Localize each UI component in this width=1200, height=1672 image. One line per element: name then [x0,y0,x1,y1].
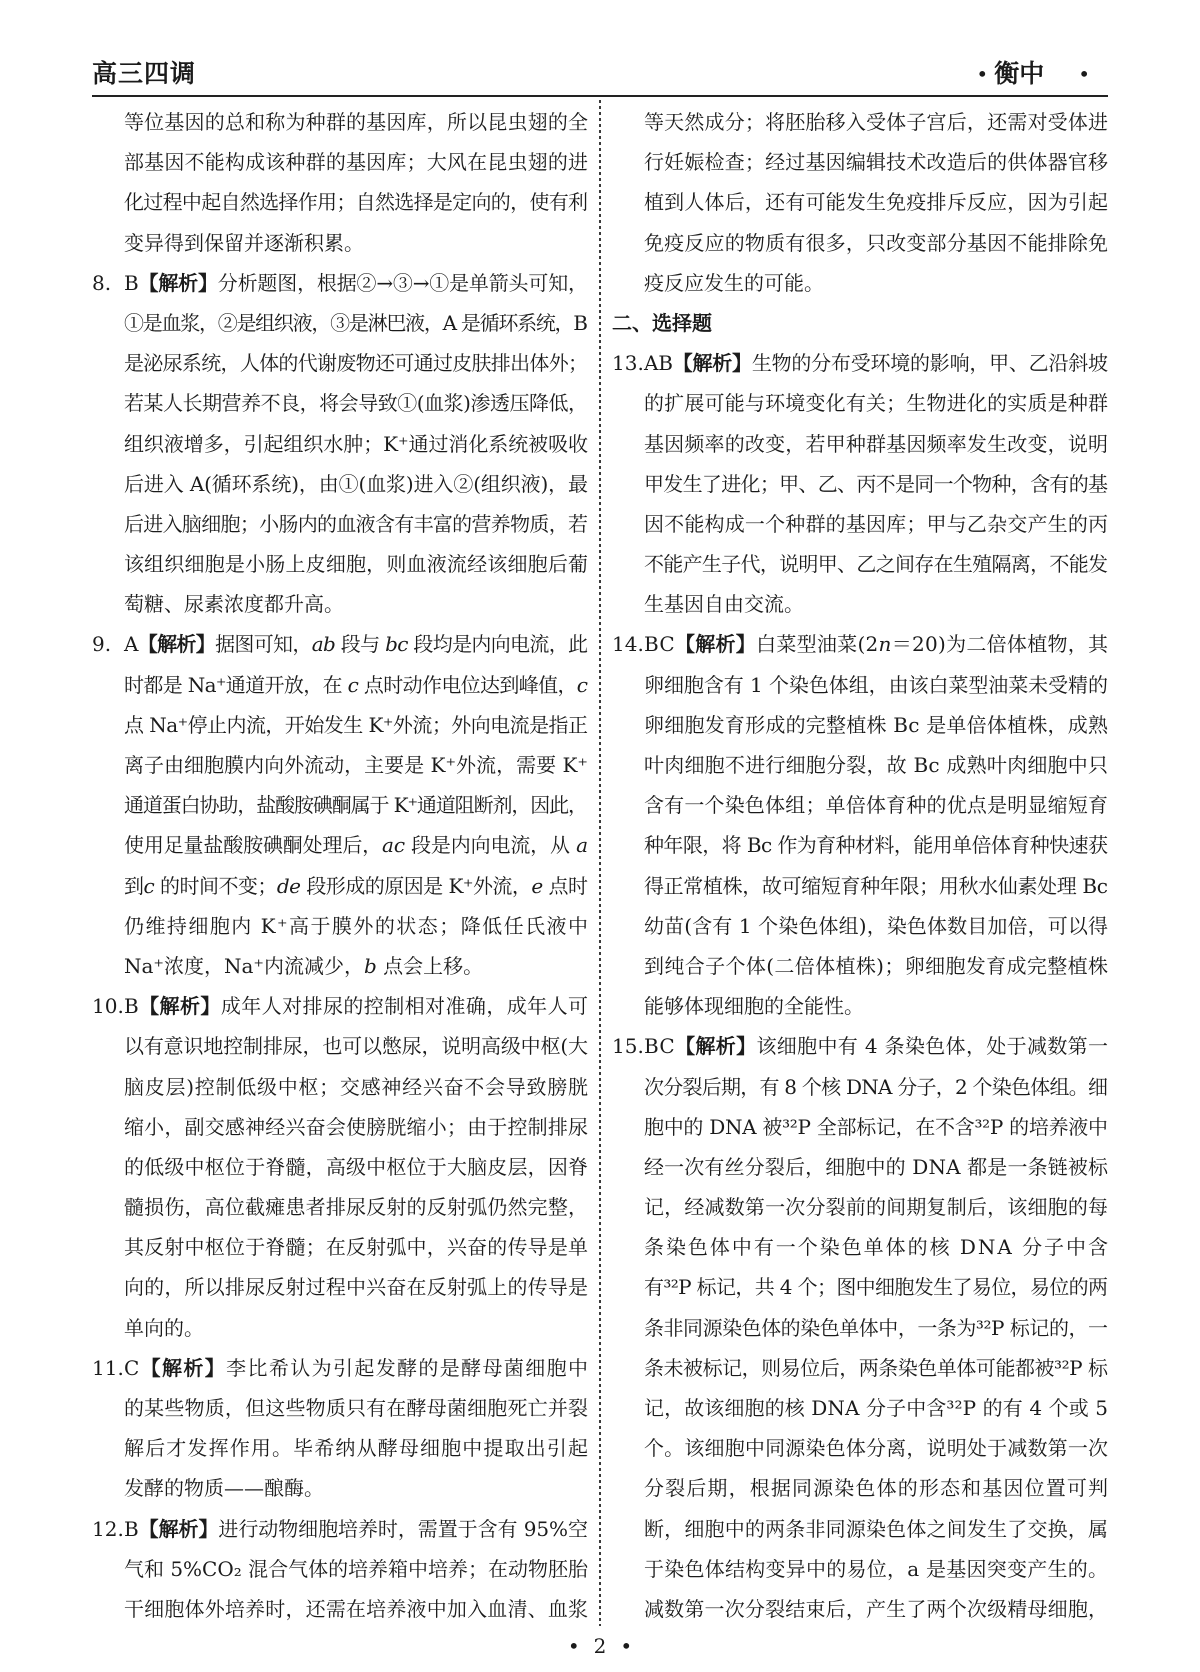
text-line-content [124,432,588,456]
text-segment: 其反射中枢位于脊髓；在反射弧中，兴奋的传导是单 [124,1235,589,1260]
text-line [124,665,588,705]
italic-variable: c [347,672,359,697]
text-line-content [124,833,588,857]
text-line-content [644,1075,1107,1099]
italic-variable: c [143,873,155,898]
text-line [644,383,1108,423]
text-segment: 能够体现细胞的全能性。 [644,994,864,1019]
text-segment: 甲发生了进化；甲、乙、丙不是同一个物种，含有的基 [644,471,1108,496]
text-line-content [124,994,588,1018]
text-line [124,1227,588,1267]
text-line [124,785,588,825]
text-line-content [644,753,1108,777]
text-segment: 叶肉细胞不进行细胞分裂，故 Bc 成熟叶肉细胞中只 [644,753,1109,777]
text-line-content [644,1476,1109,1500]
text-line [124,263,588,303]
text-segment: 气和 5%CO₂ 混合气体的培养箱中培养；在动物胚胎 [124,1556,588,1581]
text-line-content [644,1356,1108,1380]
answer-item [612,1026,1108,1629]
text-line [644,1468,1108,1508]
italic-variable: e [531,873,543,898]
text-line-content [124,1075,589,1099]
text-segment: 化过程中起自然选择作用；自然选择是定向的，使有利 [124,190,588,215]
footer-bullet-right: • [620,1634,633,1658]
text-line [124,1107,588,1147]
text-line [644,142,1108,182]
text-line [644,986,1108,1026]
text-line [124,1187,588,1227]
text-line [644,705,1108,745]
text-line [644,263,1108,303]
text-line [644,182,1108,222]
text-line-content [124,1476,324,1500]
text-line-content [124,753,588,777]
text-segment: 到 [124,873,144,898]
text-segment: 幼苗(含有 1 个染色体组)，染色体数目加倍，可以得 [644,913,1109,938]
text-segment: 该细胞中有 4 条染色体，处于减数第一 [756,1034,1109,1059]
text-segment: 单向的。 [124,1315,204,1340]
analysis-label: 【解析】 [137,632,216,657]
text-segment: 李比希认为引起发酵的是酵母菌细胞中 [226,1355,590,1380]
text-line-content [124,914,589,938]
text-segment: 生物的分布受环境的影响，甲、乙沿斜坡 [751,351,1108,376]
text-line [124,343,588,383]
text-segment: 离子由细胞膜内向外流动，主要是 K⁺外流，需要 K⁺ [124,753,589,777]
text-segment: 若某人长期营养不良，将会导致①(血浆)渗透压降低， [124,391,588,416]
text-line-content [644,110,1108,134]
analysis-label: 【解析】 [138,1516,219,1541]
text-line [124,1147,588,1187]
text-line [124,1067,588,1107]
text-line [644,1107,1108,1147]
text-segment: 以有意识地控制排尿，也可以憋尿，说明高级中枢(大 [124,1034,588,1059]
header-title: 高三四调 [92,59,197,88]
text-line-content [124,271,588,295]
italic-variable: ab [311,632,336,657]
text-line-content [124,351,587,375]
text-segment: 个。该细胞中同源染色体分离，说明处于减数第一次 [644,1436,1109,1461]
text-line [124,1509,588,1549]
answer-item [612,624,1108,1026]
text-segment: 到纯合子个体(二倍体植株)；卵细胞发育成完整植株 [644,953,1109,978]
text-line-content [124,391,588,415]
text-segment: 时都是 Na⁺通道开放，在 [124,672,348,697]
text-line-content [124,954,483,978]
text-line [124,1348,588,1388]
answer-item [92,1348,588,1509]
text-line-content [644,1155,1108,1179]
answer-choice: A [124,632,138,657]
text-line [124,182,588,222]
text-segment: 点会上移。 [376,953,484,978]
text-line-content [644,472,1107,496]
text-line-content [124,1275,588,1299]
header-bullet-left: • [976,62,989,86]
text-line-content [644,793,1108,817]
text-segment: 通道蛋白协助，盐酸胺碘酮属于 K⁺通道阻断剂，因此， [124,793,587,818]
text-segment: 向的，所以排尿反射过程中兴奋在反射弧上的传导是 [124,1275,589,1300]
text-segment: 点时动作电位达到峰值， [358,672,577,697]
text-segment: 记，经减数第一次分裂前的间期复制后，该细胞的每 [644,1195,1109,1220]
answer-choice: BC [644,632,675,657]
text-line [644,1227,1108,1267]
header-rule [92,95,1108,97]
text-line-content [124,713,587,737]
text-segment: 点时 [542,873,588,898]
text-segment: 的某些物质，但这些物质只有在酵母菌细胞死亡并裂 [124,1396,589,1420]
text-line-content [644,150,1108,174]
text-line [644,464,1108,504]
text-line [124,1468,588,1508]
text-line [644,1428,1108,1468]
text-segment: 进行动物细胞培养时，需置于含有 95%空 [218,1516,588,1541]
text-line [644,102,1108,142]
text-line [124,1589,588,1629]
text-line-content [124,793,587,817]
text-segment: 生基因自由交流。 [644,592,804,617]
text-segment: 是泌尿系统，人体的代谢废物还可通过皮肤排出体外； [124,351,588,376]
text-segment: ①是血浆，②是组织液，③是淋巴液，A 是循环系统，B [124,310,587,335]
answer-item [92,624,588,986]
item-number: 14. [612,632,644,657]
text-line [124,1428,588,1468]
item-number: 12. [92,1516,124,1541]
text-line-content [644,190,1108,214]
text-line [644,223,1108,263]
text-line-content [124,150,588,174]
italic-variable: n [878,632,892,657]
text-segment: 等天然成分；将胚胎移入受体子宫后，还需对受体进 [644,110,1109,134]
italic-variable: de [276,873,301,898]
text-line-content [644,632,1108,656]
text-segment: 因不能构成一个种群的基因库；甲与乙杂交产生的丙 [644,511,1109,536]
text-segment: 后进入脑细胞；小肠内的血液含有丰富的营养物质，若 [124,511,588,536]
text-line-content [644,1597,1108,1621]
text-line-content [124,1356,589,1380]
analysis-label: 【解析】 [139,994,221,1019]
analysis-label: 【解析】 [675,1034,757,1059]
text-line-content [644,1396,1108,1420]
page-footer [0,1632,1200,1660]
italic-variable: bc [385,632,408,657]
answer-choice: AB [644,351,673,376]
text-line-content [644,231,1108,255]
text-segment: 分裂后期，根据同源染色体的形态和基因位置可判 [644,1476,1110,1501]
text-segment: 白菜型油菜(2 [756,632,879,657]
text-segment: ＝20)为二倍体植物，其 [891,632,1109,657]
text-line-content [124,1557,588,1581]
italic-variable: b [363,953,377,978]
text-line-content [124,1597,588,1621]
continuation-block [92,102,588,263]
analysis-label: 【解析】 [674,632,757,657]
text-line [644,825,1108,865]
text-line [124,745,588,785]
answer-choice: B [124,1516,139,1541]
text-line-content [124,1195,588,1219]
text-segment: 解后才发挥作用。毕希纳从酵母细胞中提取出引起 [124,1436,590,1461]
text-segment: 断，细胞中的两条非同源染色体之间发生了交换，属 [644,1516,1109,1541]
text-line [124,424,588,464]
text-line [124,906,588,946]
text-segment: 免疫反应的物质有很多，只改变部分基因不能排除免 [644,230,1109,255]
text-segment: 段与 [335,632,386,657]
text-line [644,1147,1108,1187]
text-segment: 段形成的原因是 K⁺外流， [300,873,532,898]
text-line [124,1026,588,1066]
text-segment: 记，故该细胞的核 DNA 分子中含³²P 的有 4 个或 5 [644,1396,1109,1420]
text-line [644,906,1108,946]
text-segment: 减数第一次分裂结束后，产生了两个次级精母细胞， [644,1596,1109,1621]
text-line-content [644,833,1107,857]
text-line [644,624,1108,664]
text-line [644,785,1108,825]
text-line-content [644,271,824,295]
text-line-content [644,954,1108,978]
text-line-content [124,632,587,656]
item-number: 11. [92,1355,124,1380]
text-segment: 变异得到保留并逐渐积累。 [124,230,364,255]
analysis-label: 【解析】 [138,270,218,295]
answer-item [92,1509,588,1630]
header-bullet-right: • [1078,62,1090,86]
text-line [124,624,588,664]
text-segment: 种年限，将 Bc 作为育种材料，能用单倍体育种快速获 [644,833,1108,858]
text-line [124,584,588,624]
text-segment: 基因频率的改变，若甲种群基因频率发生改变，说明 [644,431,1109,456]
text-line [644,745,1108,785]
text-line [644,544,1108,584]
text-segment: 成年人对排尿的控制相对准确，成年人可 [220,994,589,1019]
text-segment: 条未被标记，则易位后，两条染色单体可能都被³²P 标 [644,1355,1108,1380]
text-line [124,464,588,504]
text-line [644,1589,1108,1629]
text-line-content [644,1275,1107,1299]
text-segment: 不能产生子代，说明甲、乙之间存在生殖隔离，不能发 [644,552,1108,577]
text-segment: 据图可知， [215,632,312,657]
text-line-content [124,1517,588,1541]
text-line-content [644,552,1107,576]
text-line-content [124,552,588,576]
text-line [644,665,1108,705]
text-line-content [644,874,1108,898]
text-segment: 缩小，副交感神经兴奋会使膀胱缩小；由于控制排尿 [124,1114,589,1139]
text-line [124,1308,588,1348]
text-segment: 使用足量盐酸胺碘酮处理后， [124,833,383,858]
item-number: 15. [612,1034,644,1059]
text-line [644,1067,1108,1107]
text-line-content [644,994,864,1018]
header-school-mark [976,58,1090,90]
text-line-content [124,1155,588,1179]
text-line [124,1388,588,1428]
text-line-content [124,512,587,536]
text-line [644,1308,1108,1348]
text-segment: 次分裂后期，有 8 个核 DNA 分子，2 个染色体组。细 [644,1074,1108,1099]
text-segment: 经一次有丝分裂后，细胞中的 DNA 都是一条链被标 [644,1154,1109,1179]
text-line [644,343,1108,383]
text-line-content [644,1235,1110,1259]
text-line-content [644,914,1108,938]
text-line-content [644,713,1108,737]
text-segment: Na⁺浓度，Na⁺内流减少， [124,953,364,978]
text-line-content [124,1115,588,1139]
text-segment: 等位基因的总和称为种群的基因库，所以昆虫翅的全 [124,110,589,134]
text-line-content [124,190,587,214]
text-line [124,102,588,142]
answer-item [612,343,1108,624]
text-segment: 条非同源染色体的染色单体中，一条为³²P 标记的，一 [644,1315,1108,1340]
text-line [124,825,588,865]
text-segment: 含有一个染色体组；单倍体育种的优点是明显缩短育 [644,793,1109,818]
text-line [644,1026,1108,1066]
text-line-content [124,1436,589,1460]
text-segment: 得正常植株，故可缩短育种年限；用秋水仙素处理 Bc [644,873,1108,898]
text-line-content [124,673,587,697]
text-segment: 卵细胞含有 1 个染色体组，由该白菜型油菜未受精的 [644,672,1108,697]
item-number: 9. [92,632,112,657]
text-line-content [124,1396,588,1420]
text-segment: 后进入 A(循环系统)，由①(血浆)进入②(组织液)，最 [124,471,588,496]
text-segment: 胞中的 DNA 被³²P 全部标记，在不含³²P 的培养液中 [644,1114,1108,1139]
text-line [644,1348,1108,1388]
continuation-block [612,102,1108,303]
text-segment: 脑皮层)控制低级中枢；交感神经兴奋不会导致膀胱 [124,1074,589,1099]
text-line-content [124,592,344,616]
text-line-content [124,472,588,496]
item-number: 13. [612,351,644,376]
text-segment: 行妊娠检查；经过基因编辑技术改造后的供体器官移 [644,150,1109,175]
italic-variable: a [576,833,588,858]
italic-variable: ac [382,833,405,858]
text-segment: 该组织细胞是小肠上皮细胞，则血液流经该细胞后葡 [124,552,589,577]
text-line-content [124,874,588,898]
text-line [124,544,588,584]
answer-choice: B [124,994,140,1019]
text-line-content [644,1115,1108,1139]
text-line-content [644,391,1108,415]
text-line [124,705,588,745]
text-line [124,223,588,263]
text-line [124,866,588,906]
section-heading: 二、选择题 [612,310,712,335]
text-line-content [124,1235,588,1259]
answer-choice: C [124,1355,141,1380]
text-line-content [124,311,587,335]
item-number: 8. [92,270,112,295]
text-line [644,1267,1108,1307]
text-line [124,383,588,423]
text-line-content [644,1034,1108,1058]
text-line-content [644,351,1108,375]
text-segment: 干细胞体外培养时，还需在培养液中加入血清、血浆 [124,1596,589,1621]
text-line [644,584,1108,624]
analysis-label: 【解析】 [140,1355,227,1380]
text-line [124,303,588,343]
text-segment: 的扩展可能与环境变化有关；生物进化的实质是种群 [644,391,1109,416]
text-line [644,1549,1108,1589]
text-segment: 部基因不能构成该种群的基因库；大风在昆虫翅的进 [124,150,589,175]
text-segment: 仍维持细胞内 K⁺高于膜外的状态；降低任氏液中 [124,913,590,938]
text-segment: 段均是内向电流，此 [407,632,588,657]
text-segment: 分析题图，根据②→③→①是单箭头可知， [217,270,588,295]
text-line-content [124,110,588,134]
text-line [124,946,588,986]
text-segment: 萄糖、尿素浓度都升高。 [124,592,344,617]
text-segment: 组织液增多，引起组织水肿；K⁺通过消化系统被吸收 [124,431,588,456]
text-segment: 条染色体中有一个染色单体的核 DNA 分子中含 [644,1235,1110,1260]
text-line-content [644,1316,1108,1340]
text-line-content [124,1316,204,1340]
text-line-content [644,1436,1108,1460]
answer-choice: BC [644,1034,676,1059]
text-line-content [644,592,804,616]
text-segment: 段是内向电流，从 [404,833,577,858]
answer-item [92,986,588,1348]
text-segment: 的时间不变； [154,873,277,898]
text-segment: 发酵的物质——酿酶。 [124,1476,324,1501]
page-number: 2 [593,1634,607,1658]
column-divider [599,100,601,1626]
text-segment: 疫反应发生的可能。 [644,270,824,295]
text-segment: 髓损伤，高位截瘫患者排尿反射的反射弧仍然完整， [124,1195,589,1220]
text-line [124,986,588,1026]
text-line [124,142,588,182]
analysis-label: 【解析】 [672,351,752,376]
text-line [124,1549,588,1589]
italic-variable: c [576,672,588,697]
footer-bullet-left: • [567,1634,580,1658]
text-line-content [644,1557,1108,1581]
text-line [644,424,1108,464]
right-column [612,102,1108,1629]
text-segment: 于染色体结构变异中的易位，a 是基因突变产生的。 [644,1556,1109,1581]
header-school-name: 衡中 [994,59,1045,88]
item-number: 10. [92,994,124,1019]
text-segment: 植到人体后，还有可能发生免疫排斥反应，因为引起 [644,190,1109,215]
text-line-content [644,673,1108,697]
text-line [124,1267,588,1307]
left-column [92,102,588,1629]
text-line-content [124,231,364,255]
text-line-content [644,1195,1108,1219]
text-line [644,946,1108,986]
text-line-content [644,1517,1108,1541]
text-line-content [644,512,1108,536]
text-segment: 的低级中枢位于脊髓，高级中枢位于大脑皮层，因脊 [124,1154,589,1179]
text-line [644,866,1108,906]
text-line [644,1388,1108,1428]
answer-choice: B [124,270,139,295]
text-segment: 有³²P 标记，共 4 个；图中细胞发生了易位，易位的两 [644,1275,1108,1300]
text-line-content [644,432,1108,456]
text-segment: 点 Na⁺停止内流，开始发生 K⁺外流；外向电流是指正 [124,712,588,737]
text-segment: 卵细胞发育形成的完整植株 Bc 是单倍体植株，成熟 [644,712,1109,737]
answer-item [92,263,588,625]
text-line-content [124,1034,588,1058]
text-line [644,1187,1108,1227]
text-line [124,504,588,544]
text-line [644,1509,1108,1549]
text-line [644,504,1108,544]
